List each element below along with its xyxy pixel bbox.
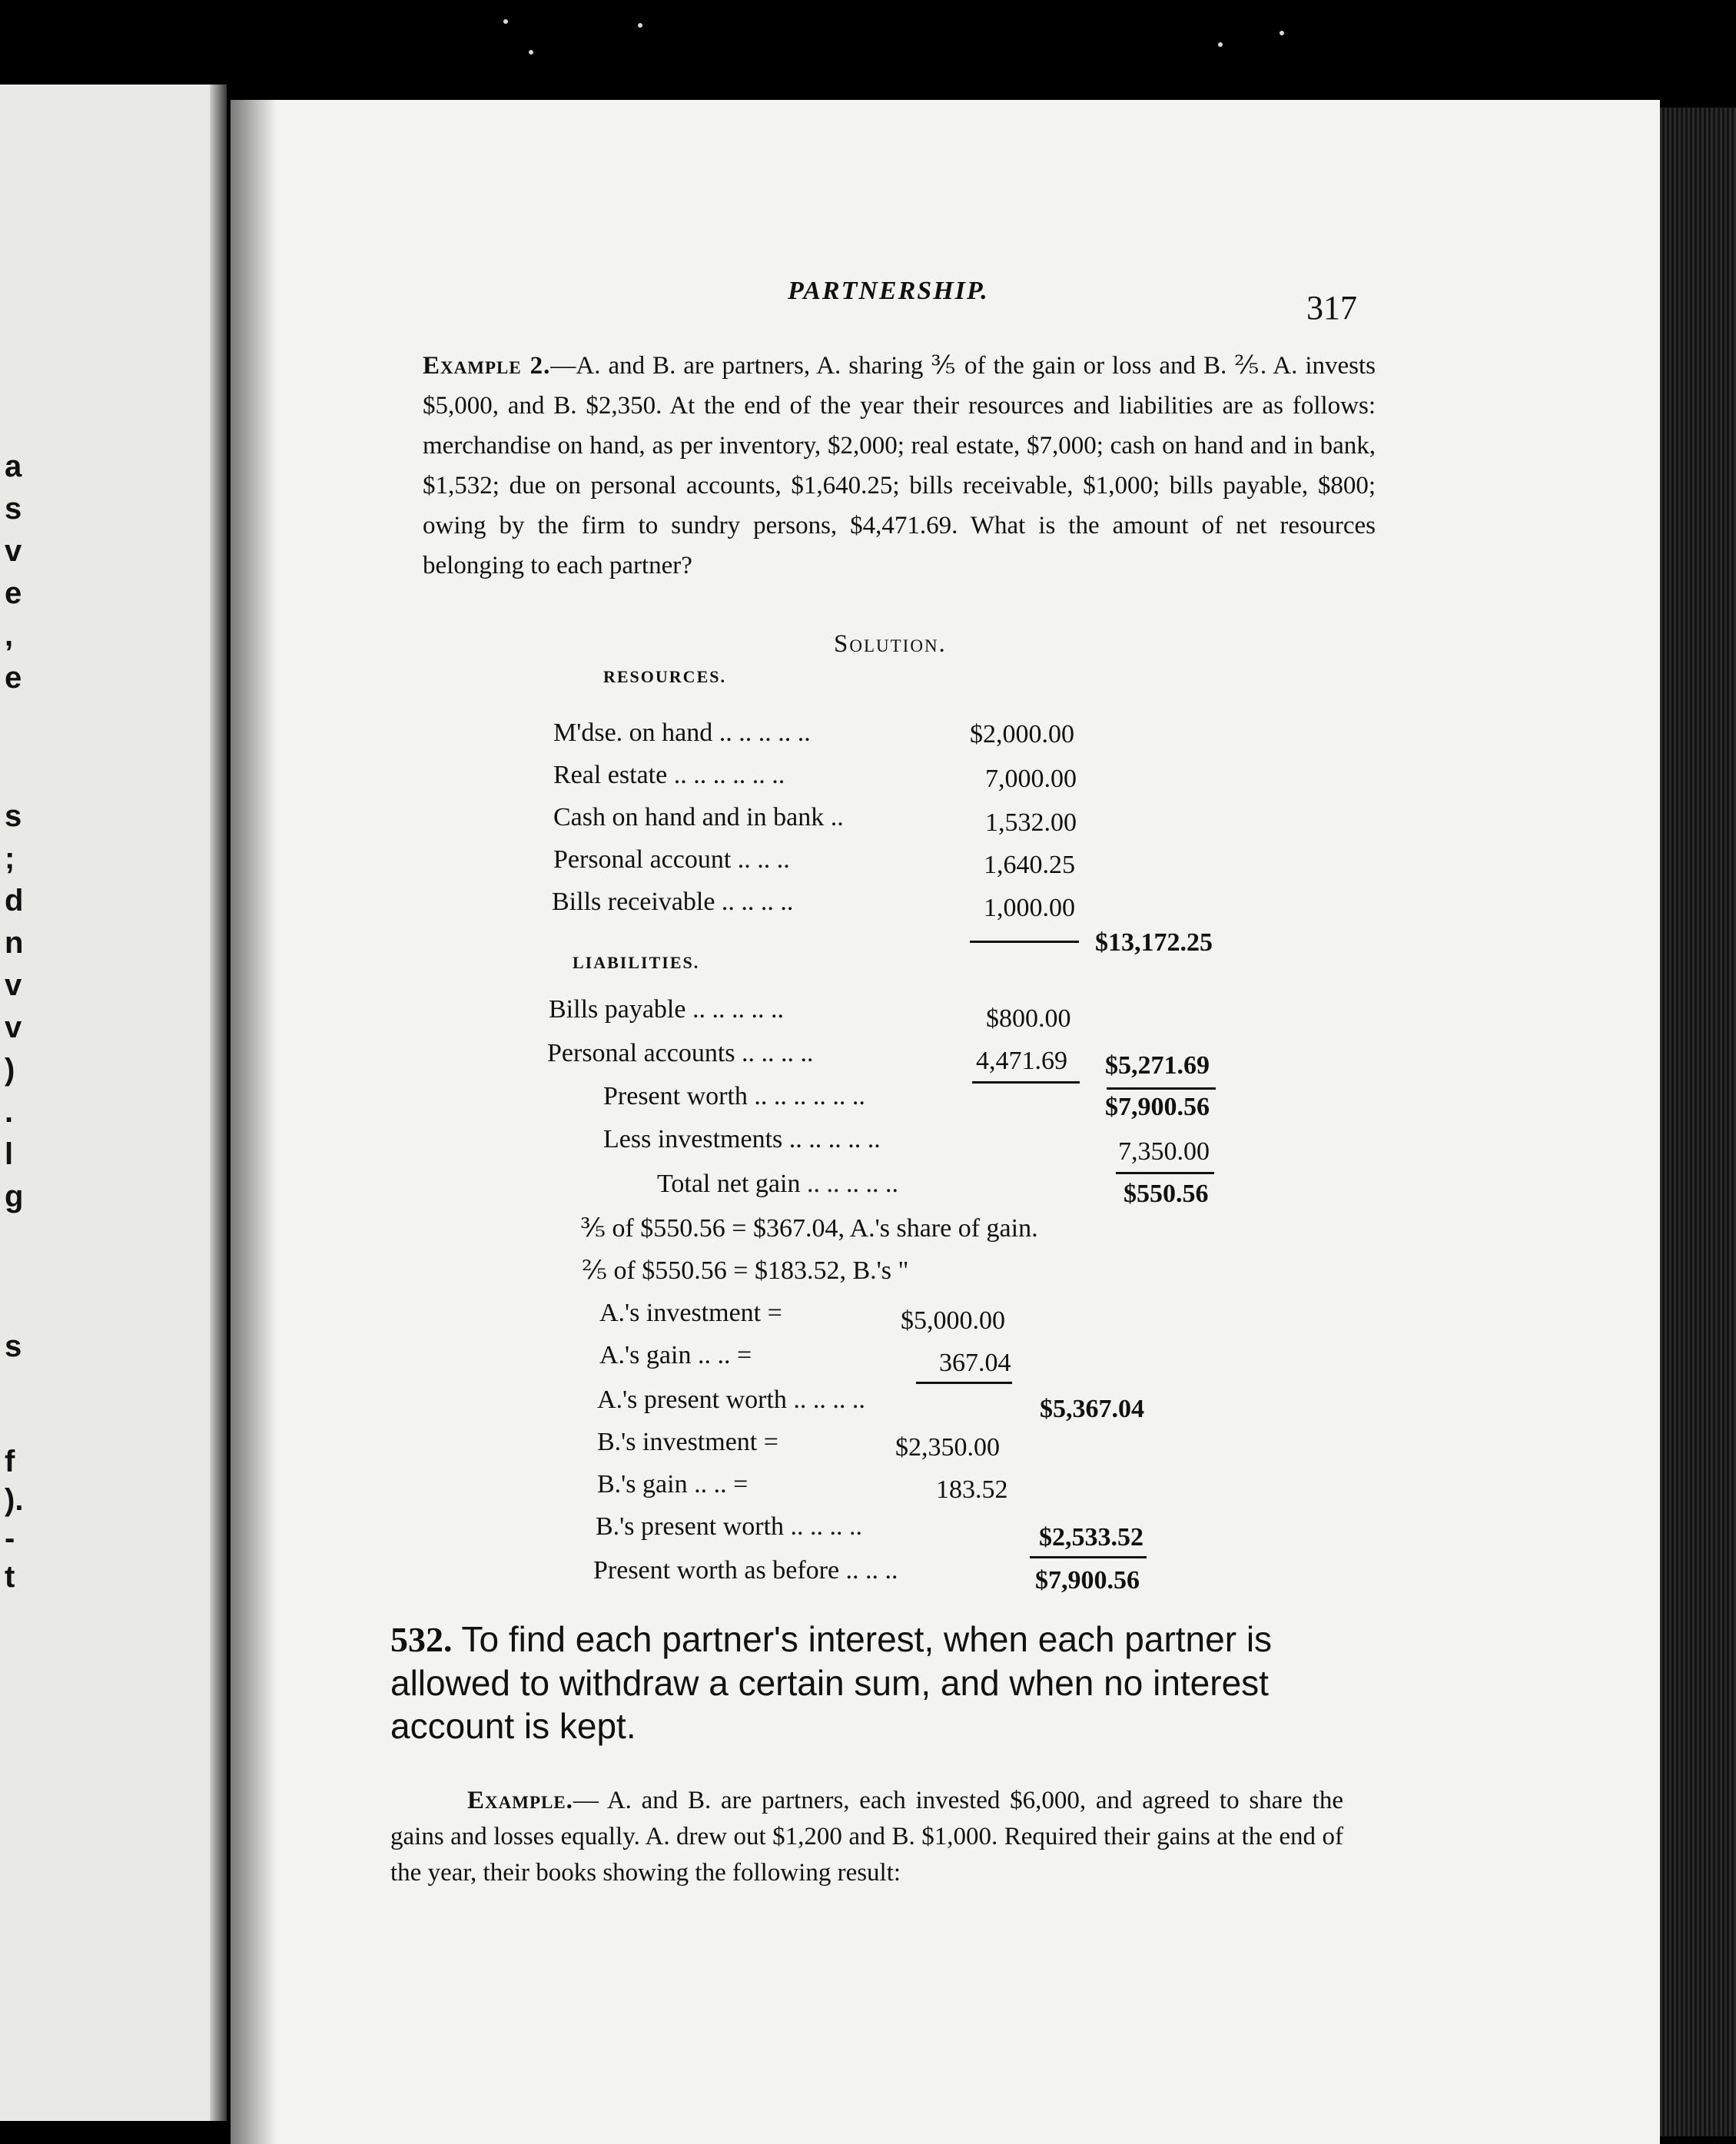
facing-page (0, 85, 227, 2121)
a-present-worth-amount: $5,367.04 (1040, 1395, 1144, 1423)
margin-letter: d (5, 884, 24, 918)
present-worth-before-amount: $7,900.56 (1035, 1566, 1140, 1595)
rule (1030, 1556, 1147, 1558)
example-2-lead: Example 2. (423, 352, 551, 380)
resources-heading: RESOURCES. (603, 667, 726, 686)
running-head: PARTNERSHIP. (788, 277, 989, 305)
liability-label: Personal accounts .. .. .. .. (547, 1039, 814, 1067)
resource-amount: 1,532.00 (985, 808, 1077, 837)
total-net-gain-amount: $550.56 (1124, 1180, 1209, 1208)
rule (1116, 1172, 1214, 1174)
example-532-lead: Example. (467, 1787, 573, 1814)
margin-letter: v (5, 968, 22, 1002)
liability-label: Bills payable .. .. .. .. .. (549, 995, 784, 1024)
facing-page-margin-letters (0, 377, 31, 1683)
margin-letter: s (5, 1329, 22, 1363)
resource-label: Cash on hand and in bank .. (553, 803, 844, 831)
b-present-worth-amount: $2,533.52 (1039, 1523, 1144, 1552)
rule (972, 1081, 1080, 1084)
rule (970, 941, 1079, 943)
liability-amount: 4,471.69 (976, 1047, 1067, 1075)
b-share-line: ⅖ of $550.56 = $183.52, B.'s " (582, 1256, 909, 1285)
resource-label: Bills receivable .. .. .. .. (552, 888, 794, 916)
resource-amount: 1,000.00 (984, 894, 1075, 922)
liability-amount: $800.00 (986, 1004, 1071, 1033)
section-532-text: To find each partner's interest, when each partner is allowed to withdraw a certain sum, and when no interest account is kept. (390, 1619, 1273, 1746)
present-worth-before-label: Present worth as before .. .. .. (593, 1556, 898, 1585)
a-gain-amount: 367.04 (939, 1349, 1011, 1377)
resource-label: Real estate .. .. .. .. .. .. (553, 761, 785, 789)
a-gain-label: A.'s gain .. .. = (599, 1341, 752, 1369)
margin-letter: l (5, 1137, 14, 1171)
margin-letter: , (5, 619, 14, 652)
section-number: 532. (390, 1620, 453, 1659)
example-2-text: —A. and B. are partners, A. sharing ⅗ of the gain or loss and B. ⅖. A. invests $5,000, and B. $2,350. At the end of the year their resources and liabilities are as follows: merchandise on hand, as per inventory, $2,000; real estate, $7,000; cash on hand and in bank, $1,532; due on personal accounts, $1,640.25; bills receivable, $1,000; bills payable, $800; owing by the firm to sundry persons, $4,471.69. What is the amount of net resources belonging to each partner? (423, 352, 1376, 579)
margin-letter: v (5, 1011, 22, 1044)
a-investment-label: A.'s investment = (599, 1299, 782, 1327)
resource-amount: 7,000.00 (985, 765, 1077, 793)
page-number: 317 (1306, 289, 1357, 327)
present-worth-label: Present worth .. .. .. .. .. .. (603, 1082, 865, 1110)
margin-letter: ) (5, 1053, 15, 1087)
b-investment-amount: $2,350.00 (895, 1433, 1000, 1462)
b-gain-amount: 183.52 (936, 1475, 1008, 1504)
present-worth-amount: $7,900.56 (1105, 1093, 1210, 1121)
margin-letter: a (5, 450, 22, 483)
example-2-paragraph (423, 346, 1376, 586)
solution-title: Solution. (834, 630, 947, 658)
liabilities-heading: LIABILITIES. (573, 953, 700, 972)
margin-letter: ; (5, 841, 15, 875)
b-gain-label: B.'s gain .. .. = (597, 1470, 749, 1498)
rule (1107, 1087, 1216, 1090)
section-532-heading (390, 1618, 1351, 1747)
a-present-worth-label: A.'s present worth .. .. .. .. (597, 1386, 865, 1414)
margin-letter: g (5, 1180, 24, 1213)
resource-label: Personal account .. .. .. (553, 845, 790, 874)
margin-letter: s (5, 492, 22, 526)
margin-letter: v (5, 534, 22, 568)
margin-letter: e (5, 661, 22, 695)
scan-speck (1218, 42, 1223, 47)
b-investment-label: B.'s investment = (597, 1428, 778, 1456)
margin-letter: f (5, 1445, 15, 1479)
resource-amount: 1,640.25 (984, 851, 1075, 879)
less-investments-amount: 7,350.00 (1118, 1137, 1210, 1166)
facing-page-edge (210, 85, 227, 2121)
a-investment-amount: $5,000.00 (901, 1306, 1005, 1335)
margin-letter: n (5, 926, 24, 960)
gutter-shadow (231, 100, 277, 2144)
less-investments-label: Less investments .. .. .. .. .. (603, 1125, 881, 1153)
scan-speck (638, 23, 642, 28)
example-532-paragraph (390, 1783, 1343, 1891)
total-net-gain-label: Total net gain .. .. .. .. .. (657, 1170, 898, 1198)
margin-letter: . (5, 1095, 14, 1129)
margin-letter: - (5, 1522, 15, 1555)
b-present-worth-label: B.'s present worth .. .. .. .. (596, 1512, 863, 1541)
margin-letter: t (5, 1560, 15, 1594)
liabilities-total: $5,271.69 (1105, 1051, 1210, 1080)
margin-letter: ). (5, 1483, 24, 1517)
margin-letter: e (5, 576, 22, 610)
example-532-text: — A. and B. are partners, each invested $6,000, and agreed to share the gains and losses equally. A. drew out $1,200 and B. $1,000. Required their gains at the end of the year, their books showing the following result: (390, 1787, 1343, 1887)
scan-speck (529, 50, 533, 55)
resource-label: M'dse. on hand .. .. .. .. .. (553, 719, 811, 747)
resource-amount: $2,000.00 (970, 720, 1074, 748)
margin-letter: s (5, 799, 22, 833)
a-share-line: ⅗ of $550.56 = $367.04, A.'s share of gain. (580, 1214, 1038, 1243)
resources-total: $13,172.25 (1095, 928, 1213, 957)
book-page-edges (1660, 108, 1736, 2136)
scan-speck (503, 19, 508, 24)
scan-speck (1280, 31, 1284, 35)
rule (916, 1382, 1012, 1384)
